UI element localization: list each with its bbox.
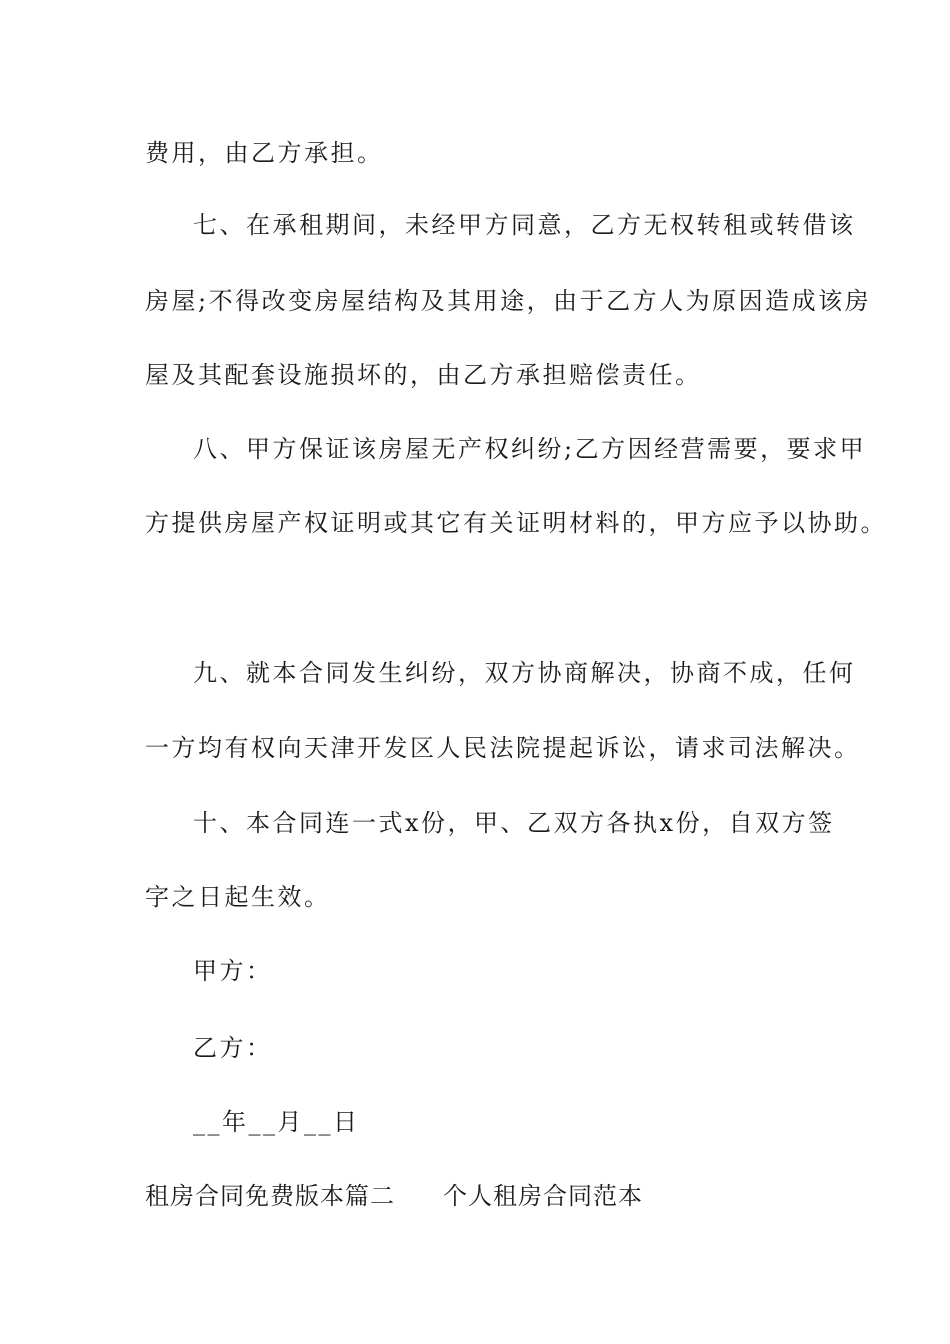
clause-10-line-1: 十、本合同连一式x份，甲、乙双方各执x份，自双方签 bbox=[193, 809, 835, 837]
clause-9-line-2: 一方均有权向天津开发区人民法院提起诉讼，请求司法解决。 bbox=[145, 734, 861, 762]
clause-7-line-3: 屋及其配套设施损坏的，由乙方承担赔偿责任。 bbox=[145, 361, 702, 389]
clause-9-line-1: 九、就本合同发生纠纷，双方协商解决，协商不成，任何 bbox=[193, 659, 856, 687]
section-heading bbox=[145, 1181, 643, 1211]
clause-8-line-1: 八、甲方保证该房屋无产权纠纷;乙方因经营需要，要求甲 bbox=[193, 435, 867, 463]
text-line: 费用，由乙方承担。 bbox=[145, 139, 384, 167]
clause-10-line-2: 字之日起生效。 bbox=[145, 883, 331, 911]
date-line: __年__月__日 bbox=[193, 1108, 360, 1136]
party-a-label: 甲方： bbox=[193, 957, 273, 985]
section-heading-left: 租房合同免费版本篇二 bbox=[145, 1182, 395, 1210]
party-b-label: 乙方： bbox=[193, 1034, 273, 1062]
section-heading-right: 个人租房合同范本 bbox=[443, 1182, 643, 1210]
clause-8-line-2: 方提供房屋产权证明或其它有关证明材料的，甲方应予以协助。 bbox=[145, 509, 887, 537]
clause-7-line-2: 房屋;不得改变房屋结构及其用途，由于乙方人为原因造成该房 bbox=[145, 287, 872, 315]
clause-7-line-1: 七、在承租期间，未经甲方同意，乙方无权转租或转借该 bbox=[193, 211, 856, 239]
